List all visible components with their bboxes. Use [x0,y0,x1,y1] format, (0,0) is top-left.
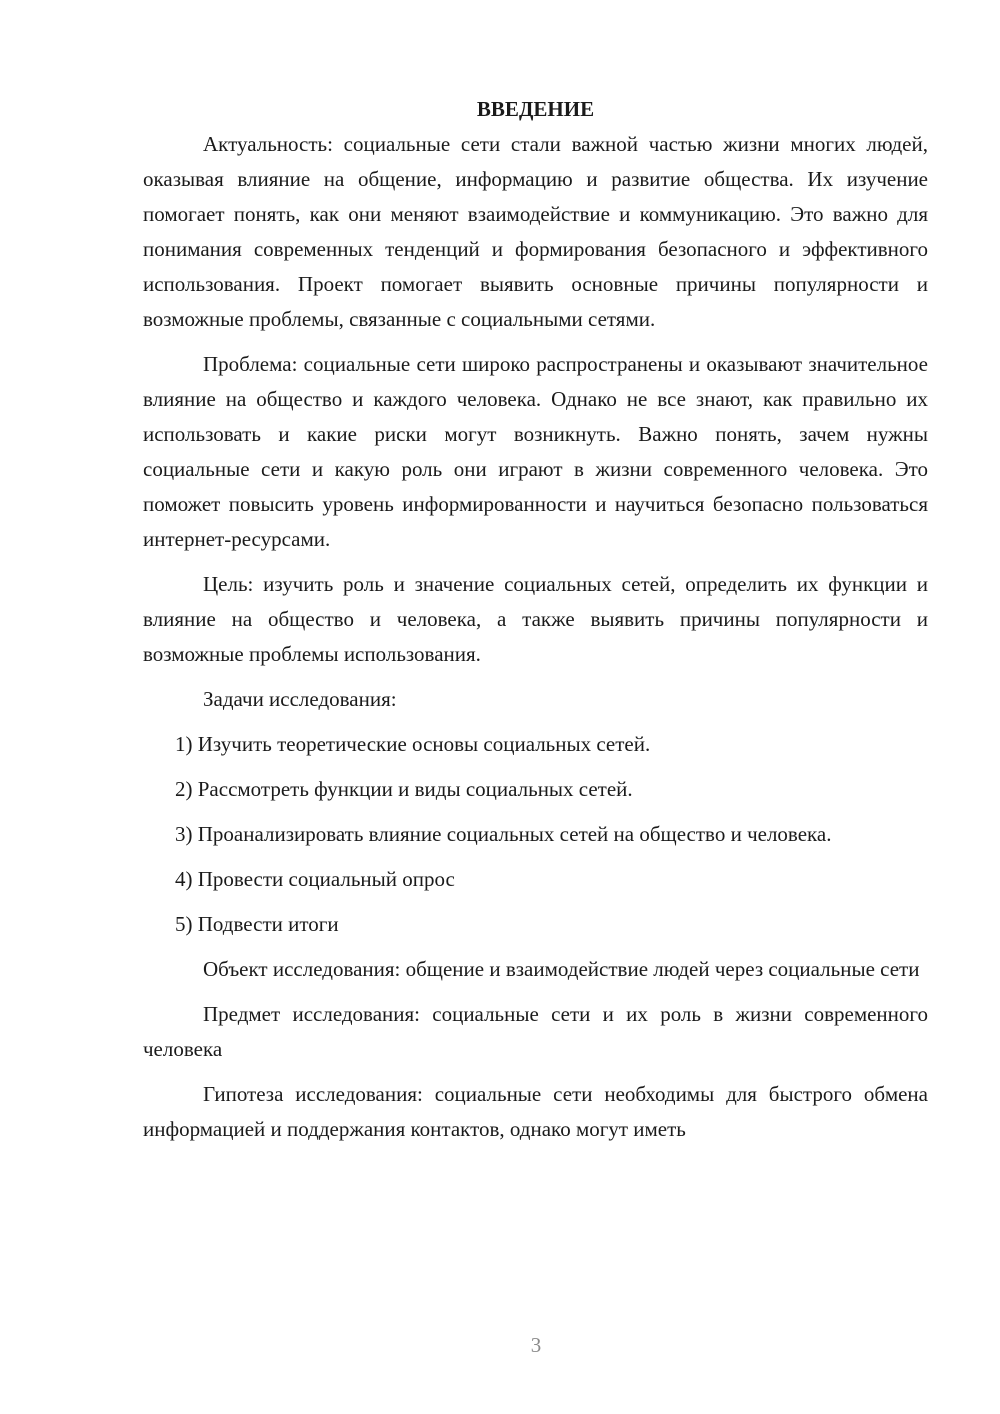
document-page [143,92,928,1157]
page-title: ВВЕДЕНИЕ [476,97,595,121]
list-item: 4) Провести социальный опрос [175,867,455,891]
list-item: 5) Подвести итоги [175,912,339,936]
list-item: 3) Проанализировать влияние социальных сетей на общество и человека. [175,822,832,846]
paragraph-hypothesis: Гипотеза исследования: социальные сети необходимы для быстрого обмена информацией и поддержания контактов, однако могут иметь [143,1082,928,1141]
paragraph-relevance: Актуальность: социальные сети стали важной частью жизни многих людей, оказывая влияние на общение, информацию и развитие общества. Их изучение помогает понять, как они меняют взаимодействие и коммуникацию. Это важно для понимания современных тенденций и формирования безопасного и эффективного использования. Проект помогает выявить основные причины популярности и возможные проблемы, связанные с социальными сетями. [143,132,928,331]
paragraph-goal: Цель: изучить роль и значение социальных сетей, определить их функции и влияние на общество и человека, а также выявить причины популярности и возможные проблемы использования. [143,572,928,666]
tasks-title: Задачи исследования: [203,687,397,711]
paragraph-object: Объект исследования: общение и взаимодействие людей через социальные сети [203,957,920,981]
list-item: 2) Рассмотреть функции и виды социальных сетей. [175,777,633,801]
paragraph-subject: Предмет исследования: социальные сети и их роль в жизни современного человека [143,1002,928,1061]
page-number: 3 [530,1333,542,1357]
tasks-list [143,727,928,942]
list-item: 1) Изучить теоретические основы социальных сетей. [175,732,651,756]
paragraph-problem: Проблема: социальные сети широко распространены и оказывают значительное влияние на общество и каждого человека. Однако не все знают, как правильно их использовать и какие риски могут возникнуть. Важно понять, зачем нужны социальные сети и какую роль они играют в жизни современного человека. Это поможет повысить уровень информированности и научиться безопасно пользоваться интернет-ресурсами. [143,352,928,551]
